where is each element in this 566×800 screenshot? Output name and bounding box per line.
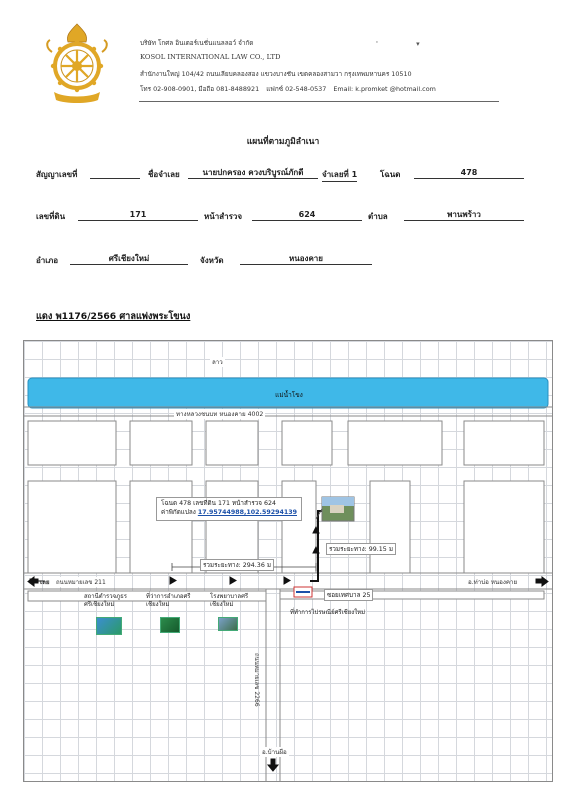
province-label: จังหวัด	[200, 256, 224, 265]
company-logo-wheel-icon	[44, 22, 110, 104]
location-map	[23, 340, 553, 782]
deed-label: โฉนด	[380, 170, 401, 179]
scan-marks: ' ▾	[376, 40, 438, 48]
company-address: สำนักงานใหญ่ 104/42 ถนนเลียบคลองสอง แขวงบางชัน เขตคลองสามวา กรุงเทพมหานคร 10510	[140, 70, 412, 78]
company-email: Email: k.promket @hotmail.com	[333, 85, 436, 93]
debtor-label: ชื่อจำเลย	[148, 170, 180, 179]
road-211-label: ถนนหมายเลข 211	[56, 579, 106, 586]
post-office-label: ที่ทำการไปรษณีย์ศรีเชียงใหม่	[290, 609, 366, 616]
company-fax: แฟกซ์ 02-548-0537	[266, 85, 327, 93]
district-label: อำเภอ	[36, 256, 59, 265]
subdistrict-label: ตำบล	[368, 212, 388, 221]
police-station-photo	[96, 617, 122, 635]
deed-value: 478	[414, 166, 524, 179]
contract-label: สัญญาเลขที่	[36, 170, 78, 179]
map-drawing	[24, 341, 553, 782]
survey-page-value: 624	[252, 208, 362, 221]
left-direction-label: เลย	[40, 579, 50, 586]
survey-page-label: หน้าสำรวจ	[204, 212, 243, 221]
land-number-value: 171	[78, 208, 198, 221]
parcel-callout	[156, 497, 302, 521]
company-name-thai: บริษัท โกศล อินเตอร์เนชั่นแนลลอว์ จำกัด	[140, 39, 254, 47]
contract-value	[90, 166, 140, 179]
district-office-photo	[160, 617, 180, 633]
parcel-info-text: โฉนด 478 เลขที่ดิน 171 หน้าสำรวจ 624	[161, 500, 276, 507]
case-heading: แดง พ1176/2566 ศาลแพ่งพระโขนง	[36, 311, 191, 322]
company-phone: โทร 02-908-0901, มือถือ 081-8488921	[140, 85, 260, 93]
distance-main-label: รวมระยะทาง: 294.36 ม	[200, 559, 274, 571]
letterhead-divider	[139, 101, 499, 102]
debtor-value: นายปกครอง ควงบริบูรณ์ภักดี	[188, 166, 318, 179]
subdistrict-value: พานพร้าว	[404, 208, 524, 221]
defendant-number: จำเลยที่ 1	[322, 168, 357, 182]
coords-label: ค่าพิกัดแปลง	[161, 508, 196, 516]
right-direction-label: อ.ท่าบ่อ หนองคาย	[468, 579, 518, 586]
highway-label: ทางหลวงชนบท หนองคาย 4002	[176, 411, 264, 418]
laos-label: ลาว	[212, 359, 223, 366]
document-title: แผนที่ตามภูมิลำเนา	[246, 137, 320, 147]
police-station-label: สถานีตำรวจภูธร ศรีเชียงใหม่	[84, 593, 127, 609]
company-name-english: KOSOL INTERNATIONAL LAW CO., LTD	[140, 53, 281, 61]
distance-soi-label: รวมระยะทาง: 99.15 ม	[326, 543, 396, 555]
province-value: หนองคาย	[240, 252, 372, 265]
river-label: แม่น้ำโขง	[275, 391, 303, 399]
road-2266-label: ถนนหมายเลข 2266	[253, 653, 260, 707]
company-contact	[140, 84, 441, 94]
bottom-direction-label: อ.บ้านผือ	[262, 749, 287, 756]
district-office-label: ที่ว่าการอำเภอศรี เชียงใหม่	[146, 593, 191, 609]
district-value: ศรีเชียงใหม่	[70, 252, 188, 265]
land-number-label: เลขที่ดิน	[36, 212, 66, 221]
parcel-coords-row	[161, 509, 297, 518]
hospital-label: โรงพยาบาลศรี เชียงใหม่	[210, 593, 249, 609]
hospital-photo	[218, 617, 238, 631]
coords-link[interactable]: 17.95744988,102.59294139	[197, 508, 297, 516]
soi-label: ซอยเทศบาล 25	[324, 589, 373, 601]
